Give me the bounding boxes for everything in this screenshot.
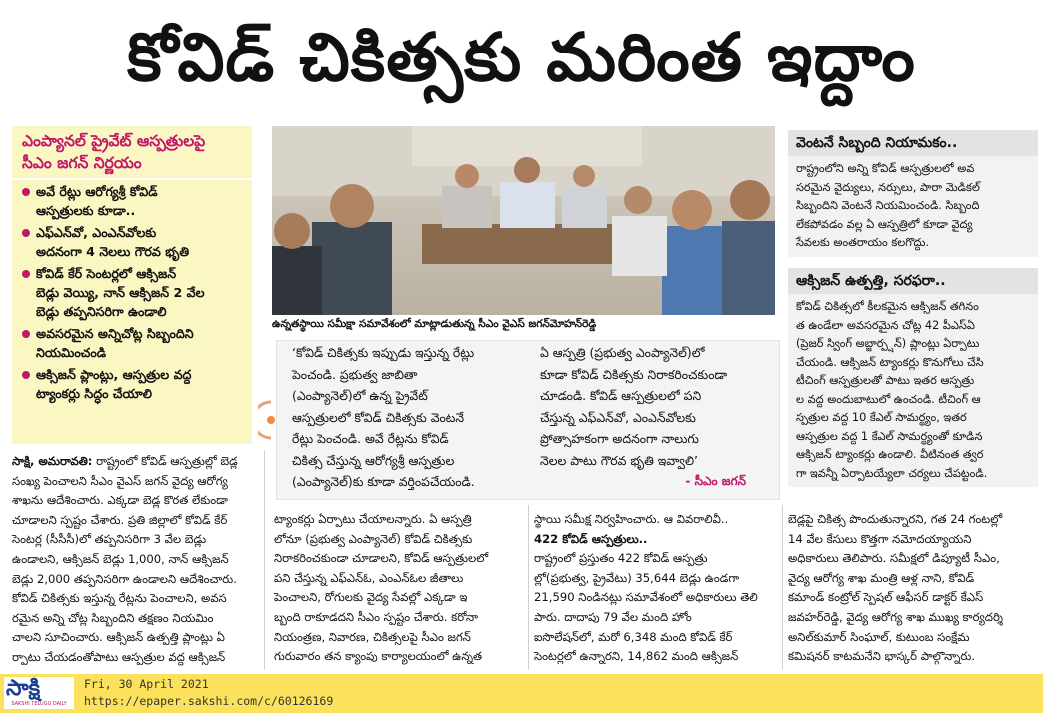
highlight-item	[20, 264, 248, 321]
article-line: నిరాకరించకుండా చూడాలని, కోవిడ్ ఆస్పత్రులలో	[274, 551, 489, 566]
quote-line: ఆస్పత్రులలో కోవిడ్ చికిత్సకు వెంటనే	[292, 409, 465, 425]
quote-line: చూడండి. కోవిడ్ ఆస్పత్రులలో పని	[540, 388, 702, 403]
article-line	[12, 452, 258, 472]
side-staff-heading: వెంటనే సిబ్బంది నియామకం..	[788, 130, 1038, 156]
quote-line: చేస్తున్న ఎఫ్ఎన్‌వో, ఎంఎన్‌వోలకు	[540, 409, 696, 425]
dateline: సాక్షి, అమరావతి:	[12, 454, 93, 468]
sakshi-logo-text: సాక్షి	[6, 676, 41, 701]
quote-line: ఏ ఆస్పత్రి (ప్రభుత్వ ఎంప్యానెల్)లో	[540, 345, 705, 360]
quote-left-column	[292, 342, 524, 493]
side-staff-body	[788, 156, 1038, 257]
highlight-line: బెడ్లు తప్పనిసరిగా ఉండాలి	[36, 304, 167, 319]
side-line: సిబ్బందిని వెంటనే నియమించండి. సిబ్బంది	[796, 199, 980, 212]
side-line: స్పత్రుల వద్ద 10 కేఎల్ సామర్థ్యం, ఇతర	[796, 411, 967, 424]
side-line: లేకపోవడం వల్ల ఏ ఆస్పత్రిలో కూడా వైద్య	[796, 217, 973, 231]
highlight-line: అవసరమైన అన్నిచోట్ల సిబ్బందిని	[36, 326, 194, 341]
article-line: కమాండ్ కంట్రోల్ స్పెషల్ ఆఫీసర్ డాక్టర్ కేఎస్	[788, 590, 984, 605]
highlight-line: ఆస్పత్రులకు కూడా..	[36, 203, 136, 218]
article-line: రాష్ట్రంలో ప్రస్తుతం 422 కోవిడ్ ఆస్పత్రు	[534, 551, 708, 566]
article-column-3	[534, 510, 778, 667]
article-line: ఐసొలేషన్‌లో, మరో 6,348 మంది కోవిడ్ కేర్	[534, 629, 733, 644]
highlights-list	[12, 180, 252, 403]
side-line: గా ఇవన్నీ ఏర్పాటయ్యేలా చర్యలు చేపట్టండి.	[796, 466, 988, 480]
article-text: రాష్ట్రంలో కోవిడ్ ఆస్పత్రుల్లో బెడ్ల	[96, 454, 238, 468]
article-line: స్థాయి సమీక్ష నిర్వహించారు. ఆ వివరాలివీ..	[534, 512, 729, 526]
highlight-line: బెడ్లు వెయ్యి, నాన్ ఆక్సిజన్ 2 వేల	[36, 285, 205, 300]
article-subhead: 422 కోవిడ్ ఆస్పత్రులు..	[534, 531, 648, 546]
highlights-title-line: ఎంప్యానల్ ప్రైవేట్ ఆస్పత్రులపై	[22, 132, 206, 150]
highlight-item	[20, 324, 248, 362]
sakshi-logo-tagline: SAKSHI TELUGU DAILY	[11, 701, 67, 707]
article-line: పెంచాలని, రోగులకు వైద్య సేవల్లో ఎక్కడా ఇ	[274, 590, 468, 605]
article-line: 14 వేల కేసులు కొత్తగా నమోదయ్యాయని	[788, 531, 972, 546]
article-line: లోనూ (ప్రభుత్వ ఎంప్యానెల్) కోవిడ్ చికిత్సకు	[274, 531, 473, 546]
highlights-box	[12, 126, 252, 444]
article-line: శాఖను ఆదేశించారు. ఎక్కడా బెడ్ల కొరత లేకుండా	[12, 493, 228, 508]
highlight-line: నియమించండి	[36, 345, 107, 360]
article-line: రమైన అన్ని చోట్ల సిబ్బందిని తక్షణం నియమిం	[12, 610, 214, 625]
article-line: సంఖ్య పెంచాలని సీఎం వైఎస్ జగన్ వైద్య ఆరోగ్య	[12, 473, 228, 488]
side-line: సరమైన వైద్యులు, నర్సులు, పారా మెడికల్	[796, 180, 980, 194]
side-oxygen-heading: ఆక్సిజన్ ఉత్పత్తి, సరఫరా..	[788, 268, 1038, 294]
quote-line: పెంచండి. ప్రభుత్వ జాబితా	[292, 366, 418, 382]
edition-date: Fri, 30 April 2021	[84, 677, 209, 691]
quote-line: (ఎంప్యానెల్)లో ఉన్న ప్రైవేట్	[292, 388, 428, 403]
side-line: (ప్రెజర్ స్వింగ్ అబ్జార్ప్షన్) ప్లాంట్లు ఏర్పాటు	[796, 337, 980, 350]
article-line: వైద్య ఆరోగ్య శాఖ మంత్రి ఆళ్ల నాని, కోవిడ్	[788, 570, 975, 585]
article-column-1	[12, 452, 258, 668]
quote-line: కూడా కోవిడ్ చికిత్సకు నిరాకరించకుండా	[540, 366, 728, 382]
side-line: చేయండి. ఆక్సిజన్ ట్యాంకర్లు కొనుగోలు చేసి	[796, 355, 984, 369]
meeting-photo-illustration	[272, 126, 775, 315]
article-line: జవహర్‌రెడ్డి, వైద్య ఆరోగ్య శాఖ ముఖ్య కార్యదర్శి	[788, 609, 1003, 624]
side-line: సేవలకు అంతరాయం కలగొద్దు.	[796, 236, 929, 249]
side-staff-box	[788, 130, 1038, 257]
quote-line: (ఎంప్యానెల్)కు కూడా వర్తింపచేయండి.	[292, 474, 475, 489]
highlight-line: ట్యాంకర్లు సిద్ధం చేయాలి	[36, 386, 152, 401]
article-line: పారు. దాదాపు 79 వేల మంది హోం	[534, 609, 692, 624]
article-line: చాలని సూచించారు. ఆక్సిజన్ ఉత్పత్తి ప్లాంట్లు ఏ	[12, 630, 225, 645]
highlights-title	[12, 126, 252, 180]
quote-line: ప్రోత్సాహకంగా అదనంగా నాలుగు	[540, 431, 699, 446]
highlight-item	[20, 223, 248, 261]
article-line: 21,590 నిండినట్లు సమావేశంలో అధికారులు తెలి	[534, 590, 758, 605]
column-divider	[264, 450, 265, 670]
highlight-line: ఆక్సిజన్ ప్లాంట్లు, ఆస్పత్రుల వద్ద	[36, 367, 192, 382]
article-line: సెంటర్లలో ఉన్నారని, 14,862 మంది ఆక్సిజన్	[534, 649, 739, 664]
article-column-4	[788, 510, 1036, 667]
column-divider	[782, 505, 783, 670]
column-divider	[528, 505, 529, 670]
article-line: చూడాలని స్పష్టం చేశారు. ప్రతి జిల్లాలో కోవిడ్ కేర్	[12, 512, 228, 527]
headline: కోవిడ్ చికిత్సకు మరింత ఇద్దాం	[127, 19, 916, 96]
highlight-line: ఎఫ్ఎన్‌వో, ఎంఎన్‌వోలకు	[36, 225, 157, 240]
quote-signature: - సీఎం జగన్	[685, 474, 746, 488]
article-line: పని చేస్తున్న ఎఫ్ఎన్ఓ, ఎంఎన్ఓల జీతాలు	[274, 570, 464, 585]
article-line: సెంటర్ల (సీసీసీ)లో తప్పనిసరిగా 3 వేల బెడ్లు	[12, 532, 207, 547]
article-line: కోవిడ్ చికిత్సకు ఇస్తున్న రేట్లను పెంచాలని, అవస	[12, 591, 227, 606]
quote-right-column	[540, 342, 776, 493]
article-line: అధికారులు తెలిపారు. సమీక్షలో డిప్యూటీ సీఎం,	[788, 551, 1000, 566]
side-line: ఆస్పత్రుల వద్ద 1 కేఎల్ సామర్థ్యంతో కూడిన	[796, 429, 983, 443]
highlight-line: అవే రేట్లు ఆరోగ్యశ్రీ కోవిడ్	[36, 184, 158, 199]
photo-caption: ఉన్నతస్థాయి సమీక్షా సమావేశంలో మాట్లాడుతున్న సీఎం వైఎస్ జగన్‌మోహన్‌రెడ్డి	[272, 318, 597, 330]
highlight-line: కోవిడ్ కేర్ సెంటర్లలో ఆక్సిజన్	[36, 266, 177, 281]
side-line: ల వద్ద అందుబాటులో ఉంచండి. టీచింగ్ ఆ	[796, 392, 981, 406]
side-oxygen-body	[788, 294, 1038, 487]
article-line: ర్పాటు చేయడంతోపాటు ఆస్పత్రుల వద్ద ఆక్సిజన్	[12, 649, 226, 664]
highlight-line: అదనంగా 4 నెలలు గౌరవ భృతి	[36, 244, 190, 259]
article-line: అనిల్‌కుమార్ సింఘాల్, కుటుంబ సంక్షేమ	[788, 629, 970, 644]
article-column-2	[274, 510, 524, 667]
quote-accent-icon	[258, 400, 284, 440]
quote-line: నెలల పాటు గౌరవ భృతి ఇవ్వాలి’	[540, 452, 698, 468]
article-line: బెడ్లపై చికిత్స పొందుతున్నారని, గత 24 గంటల్లో	[788, 512, 1003, 526]
highlight-item	[20, 365, 248, 403]
meeting-photo	[272, 126, 775, 315]
side-line: కోవిడ్ చికిత్సలో కీలకమైన ఆక్సిజన్ తగినం	[796, 300, 979, 313]
side-oxygen-box	[788, 268, 1038, 487]
side-line: ఆక్సిజన్ ట్యాంకర్లు ఉండాలి. వీటినంత త్వర	[796, 448, 984, 461]
highlight-item	[20, 182, 248, 220]
article-line: బెడ్లు 2,000 తప్పనిసరిగా ఉండాలని ఆదేశించారు.	[12, 571, 237, 586]
highlights-title-line: సీఎం జగన్ నిర్ణయం	[22, 154, 142, 172]
epaper-url-link[interactable]: https://epaper.sakshi.com/c/60126169	[84, 694, 334, 708]
quote-line: చికిత్స చేస్తున్న ఆరోగ్యశ్రీ ఆస్పత్రుల	[292, 452, 455, 468]
article-line: ఉండాలని, ఆక్సిజన్ బెడ్లు 1,000, నాన్ ఆక్సిజన్	[12, 551, 229, 566]
side-line: రాష్ట్రంలోని అన్ని కోవిడ్ ఆస్పత్రులలో అవ	[796, 162, 975, 175]
article-line: గురువారం తన క్యాంపు కార్యాలయంలో ఉన్నత	[274, 649, 483, 664]
article-line: నియంత్రణ, నివారణ, చికిత్సలపై సీఎం జగన్	[274, 629, 471, 644]
side-line: టీచింగ్ ఆస్పత్రులతో పాటు ఇతర ఆస్పత్రు	[796, 374, 975, 387]
article-line: బ్బంది రాకూడదని సీఎం స్పష్టం చేశారు. కరోనా	[274, 609, 479, 624]
article-line: ట్యాంకర్లు ఏర్పాటు చేయాలన్నారు. ఏ ఆస్పత్రి	[274, 512, 472, 526]
quote-line: ‘కోవిడ్ చికిత్సకు ఇప్పుడు ఇస్తున్న రేట్లు	[292, 345, 475, 360]
article-line: కమిషనర్ కాటమనేని భాస్కర్ పాల్గొన్నారు.	[788, 649, 976, 664]
quote-line: రేట్లు పెంచండి. అవే రేట్లను కోవిడ్	[292, 431, 449, 446]
article-line: ల్లో(ప్రభుత్వ, ప్రైవేటు) 35,644 బెడ్లు ఉండగా	[534, 570, 740, 585]
side-line: త ఉండేలా అవసరమైన చోట్ల 42 పీఎస్ఏ	[796, 318, 975, 332]
